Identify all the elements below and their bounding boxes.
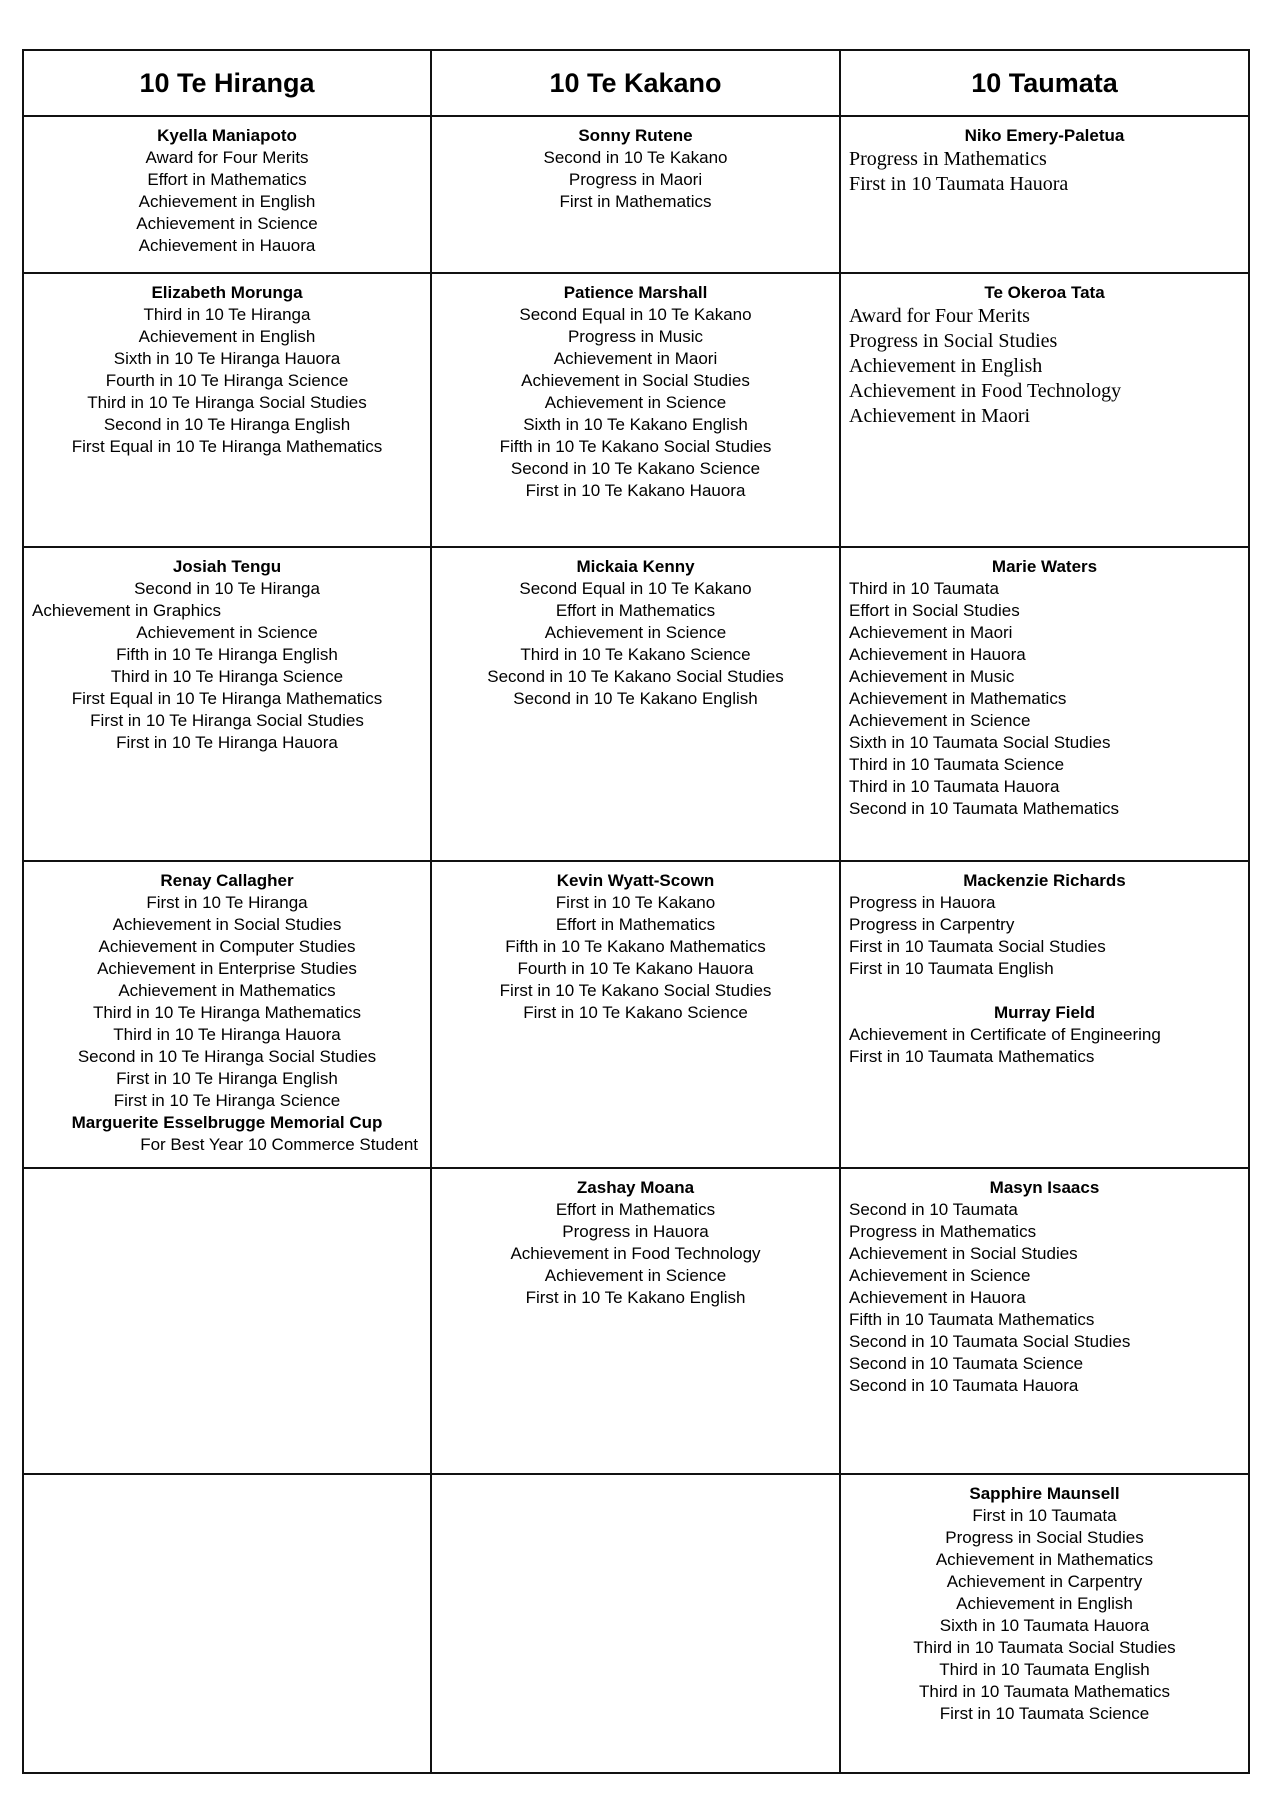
award-cell (840, 116, 1249, 273)
award-cell (840, 861, 1249, 1168)
empty-cell (23, 1168, 431, 1474)
award-line: Second in 10 Taumata Science (849, 1354, 1084, 1373)
award-cell (840, 1474, 1249, 1773)
award-line: Third in 10 Te Hiranga Science (110, 667, 344, 686)
award-line: Third in 10 Te Kakano Science (520, 645, 751, 664)
award-line: Progress in Mathematics (849, 1222, 1037, 1241)
student-entry (30, 282, 424, 458)
column-header-te-kakano: 10 Te Kakano (431, 50, 840, 116)
award-line: Second Equal in 10 Te Kakano (519, 305, 752, 324)
award-line: Achievement in Mathematics (118, 981, 336, 1000)
award-line: First in 10 Te Hiranga (146, 893, 308, 912)
award-line: Progress in Social Studies (849, 330, 1058, 352)
student-entry (438, 556, 833, 710)
award-line: Third in 10 Taumata (849, 579, 999, 598)
column-header-te-hiranga: 10 Te Hiranga (23, 50, 431, 116)
award-line: First in 10 Taumata Hauora (849, 173, 1069, 195)
student-name: Masyn Isaacs (989, 1178, 1100, 1197)
award-line: Achievement in English (138, 192, 316, 211)
award-cell (431, 273, 840, 547)
award-cell (840, 1168, 1249, 1474)
award-line: Second in 10 Te Hiranga (134, 579, 320, 598)
student-name: Elizabeth Morunga (151, 283, 303, 302)
award-line: Progress in Social Studies (945, 1528, 1144, 1547)
table-row (23, 861, 1249, 1168)
award-line: First Equal in 10 Te Hiranga Mathematics (71, 437, 383, 456)
student-name: Renay Callagher (160, 871, 294, 890)
student-entry (30, 125, 424, 257)
table-row (23, 547, 1249, 861)
award-cell (840, 273, 1249, 547)
student-entry (438, 125, 833, 213)
award-line: Second in 10 Te Kakano (543, 148, 728, 167)
award-line: Achievement in Maori (849, 623, 1013, 642)
award-line: First in 10 Te Hiranga Science (113, 1091, 341, 1110)
award-line: Fifth in 10 Taumata Mathematics (849, 1310, 1095, 1329)
award-line: Achievement in Social Studies (112, 915, 342, 934)
award-line: Sixth in 10 Taumata Hauora (939, 1616, 1150, 1635)
award-line: First in 10 Taumata Mathematics (849, 1047, 1095, 1066)
award-line: Achievement in Enterprise Studies (97, 959, 357, 978)
award-line: Second in 10 Taumata Mathematics (849, 799, 1119, 818)
student-name: Kyella Maniapoto (157, 126, 297, 145)
student-name: Marie Waters (991, 557, 1098, 576)
award-line: Effort in Mathematics (555, 601, 716, 620)
award-line: First Equal in 10 Te Hiranga Mathematics (71, 689, 383, 708)
award-line: Fifth in 10 Te Kakano Social Studies (499, 437, 772, 456)
student-name: Niko Emery-Paletua (964, 126, 1125, 145)
award-line: Achievement in Food Technology (849, 380, 1122, 402)
student-entry (438, 282, 833, 502)
award-line: Third in 10 Te Hiranga Hauora (113, 1025, 341, 1044)
award-line: Fourth in 10 Te Kakano Hauora (517, 959, 754, 978)
award-line: First in 10 Te Kakano Hauora (525, 481, 746, 500)
award-line: Third in 10 Taumata English (939, 1660, 1150, 1679)
student-entry (847, 1483, 1242, 1725)
award-cell (431, 861, 840, 1168)
award-line: Achievement in Computer Studies (98, 937, 356, 956)
award-line: First in 10 Te Kakano English (525, 1288, 746, 1307)
award-line: Second Equal in 10 Te Kakano (519, 579, 752, 598)
award-line: First in 10 Taumata (972, 1506, 1117, 1525)
award-cell (23, 547, 431, 861)
student-entry (847, 556, 1242, 820)
award-line: Progress in Hauora (849, 893, 996, 912)
award-line: Third in 10 Taumata Science (849, 755, 1065, 774)
award-line: First in 10 Taumata Social Studies (849, 937, 1106, 956)
award-line: Achievement in Science (544, 1266, 727, 1285)
award-line: Achievement in English (138, 327, 316, 346)
award-line: Achievement in Maori (553, 349, 718, 368)
empty-cell (431, 1474, 840, 1773)
award-line: Achievement in English (849, 355, 1043, 377)
student-name: Te Okeroa Tata (984, 283, 1105, 302)
award-line: Second in 10 Te Kakano English (513, 689, 758, 708)
award-line: Progress in Maori (568, 170, 703, 189)
award-line: Effort in Mathematics (555, 1200, 716, 1219)
student-entry (847, 282, 1242, 429)
student-entry (30, 556, 424, 754)
award-line: First in 10 Te Hiranga Social Studies (90, 711, 364, 730)
student-entry (438, 1177, 833, 1309)
award-line: Achievement in Hauora (849, 1288, 1026, 1307)
memorial-cup-title: Marguerite Esselbrugge Memorial Cup (71, 1113, 383, 1132)
award-line: Second in 10 Te Kakano Science (510, 459, 761, 478)
award-line: Achievement in Social Studies (521, 371, 750, 390)
award-line: Achievement in Science (544, 623, 727, 642)
empty-cell (23, 1474, 431, 1773)
award-line: Achievement in Certificate of Engineering (849, 1025, 1161, 1044)
award-line: Third in 10 Te Hiranga Social Studies (87, 393, 367, 412)
award-line: Achievement in Graphics (32, 601, 221, 620)
award-cell (431, 547, 840, 861)
award-line: First in 10 Te Kakano (555, 893, 716, 912)
award-cell (840, 547, 1249, 861)
awards-table (22, 49, 1250, 1774)
award-line: First in 10 Te Kakano Social Studies (499, 981, 772, 1000)
award-line: Achievement in Science (849, 711, 1031, 730)
student-name: Josiah Tengu (172, 557, 282, 576)
award-line: Achievement in Science (849, 1266, 1031, 1285)
table-row (23, 273, 1249, 547)
award-cell (23, 273, 431, 547)
student-entry (847, 125, 1242, 197)
student-name: Murray Field (993, 1003, 1096, 1022)
student-entry (438, 870, 833, 1024)
award-line: First in Mathematics (559, 192, 712, 211)
student-entry (847, 1177, 1242, 1397)
award-line: First in 10 Te Kakano Science (523, 1003, 748, 1022)
table-row (23, 1474, 1249, 1773)
award-line: Achievement in Hauora (849, 645, 1026, 664)
award-line: Third in 10 Taumata Mathematics (918, 1682, 1171, 1701)
award-line: First in 10 Te Hiranga English (116, 1069, 338, 1088)
student-name: Sonny Rutene (578, 126, 693, 145)
award-line: Award for Four Merits (849, 305, 1030, 327)
award-line: First in 10 Te Hiranga Hauora (116, 733, 338, 752)
award-line: Sixth in 10 Te Hiranga Hauora (113, 349, 341, 368)
award-line: Progress in Music (567, 327, 704, 346)
award-line: Achievement in Science (136, 623, 318, 642)
student-name: Kevin Wyatt-Scown (556, 871, 715, 890)
award-cell (23, 116, 431, 273)
student-entry (30, 870, 424, 1156)
student-entry (847, 870, 1242, 1068)
award-line: Achievement in Hauora (138, 236, 316, 255)
award-line: Achievement in Food Technology (510, 1244, 761, 1263)
award-line: Achievement in Mathematics (849, 689, 1067, 708)
award-line: Effort in Social Studies (849, 601, 1020, 620)
award-line: Award for Four Merits (145, 148, 309, 167)
award-line: Achievement in Carpentry (946, 1572, 1143, 1591)
award-line: Sixth in 10 Taumata Social Studies (849, 733, 1111, 752)
header-row (23, 50, 1249, 116)
award-line: Effort in Mathematics (147, 170, 307, 189)
student-name: Mackenzie Richards (963, 871, 1126, 890)
award-line: Third in 10 Te Hiranga (143, 305, 311, 324)
award-line: Fifth in 10 Te Kakano Mathematics (505, 937, 766, 956)
award-line: Second in 10 Taumata Social Studies (849, 1332, 1131, 1351)
award-line: Progress in Hauora (562, 1222, 709, 1241)
award-line: Achievement in Social Studies (849, 1244, 1078, 1263)
award-line: Third in 10 Taumata Hauora (849, 777, 1060, 796)
award-line: First in 10 Taumata English (849, 959, 1054, 978)
award-line: Achievement in Science (544, 393, 727, 412)
student-name: Patience Marshall (563, 283, 708, 302)
award-line: First in 10 Taumata Science (939, 1704, 1150, 1723)
table-row (23, 1168, 1249, 1474)
award-line: Fourth in 10 Te Hiranga Science (105, 371, 349, 390)
award-line: Sixth in 10 Te Kakano English (523, 415, 748, 434)
student-name: Zashay Moana (576, 1178, 695, 1197)
student-name: Sapphire Maunsell (969, 1484, 1120, 1503)
memorial-cup-note: For Best Year 10 Commerce Student (140, 1135, 418, 1154)
table-row (23, 116, 1249, 273)
award-line: Achievement in Music (849, 667, 1015, 686)
column-header-taumata: 10 Taumata (840, 50, 1249, 116)
award-cell (431, 1168, 840, 1474)
award-line: Second in 10 Te Hiranga Social Studies (77, 1047, 377, 1066)
award-line: Third in 10 Taumata Social Studies (913, 1638, 1176, 1657)
award-line: Second in 10 Taumata Hauora (849, 1376, 1079, 1395)
award-line: Third in 10 Te Hiranga Mathematics (92, 1003, 362, 1022)
award-line: Achievement in Science (136, 214, 318, 233)
award-line: Achievement in Maori (849, 405, 1031, 427)
award-line: Second in 10 Te Hiranga English (103, 415, 351, 434)
award-line: Second in 10 Taumata (849, 1200, 1018, 1219)
award-line: Achievement in Mathematics (935, 1550, 1154, 1569)
award-line: Effort in Mathematics (555, 915, 716, 934)
award-line: Achievement in English (956, 1594, 1133, 1613)
award-line: Second in 10 Te Kakano Social Studies (487, 667, 784, 686)
award-cell (23, 861, 431, 1168)
student-name: Mickaia Kenny (576, 557, 695, 576)
award-line: Progress in Carpentry (849, 915, 1015, 934)
award-cell (431, 116, 840, 273)
award-line: Progress in Mathematics (849, 148, 1047, 170)
award-line: Fifth in 10 Te Hiranga English (116, 645, 338, 664)
